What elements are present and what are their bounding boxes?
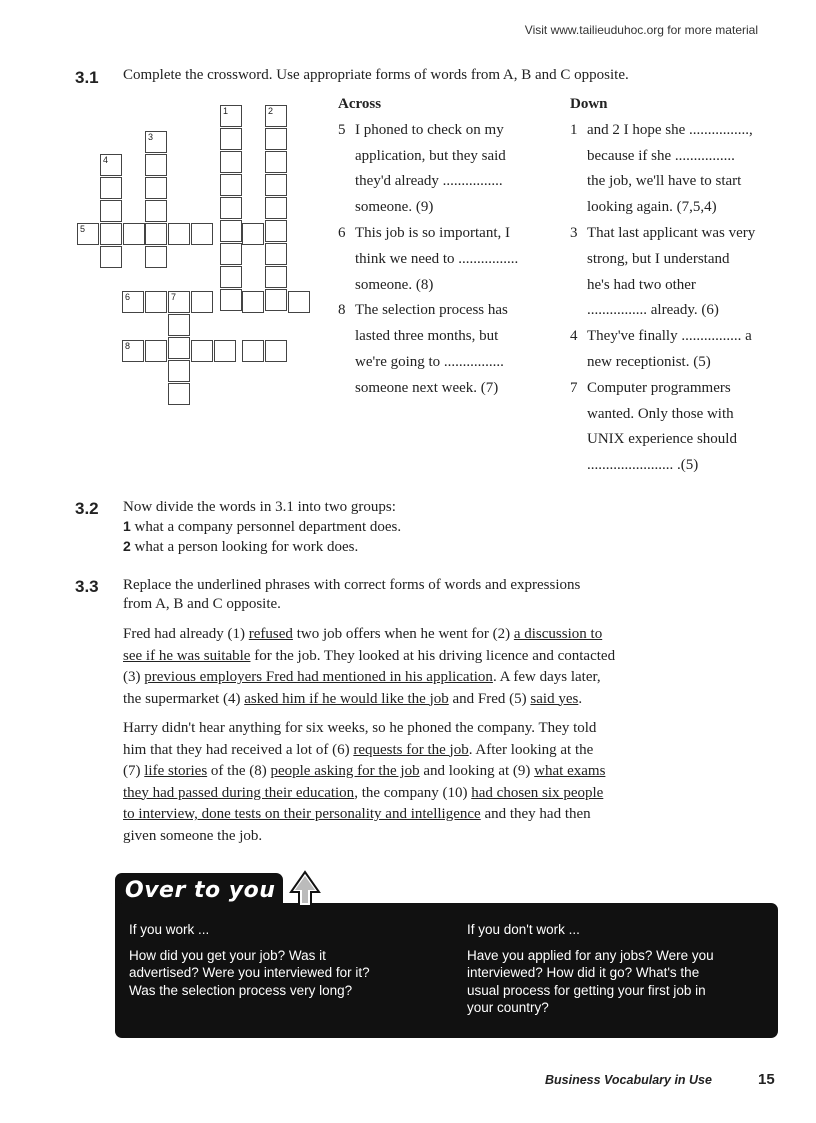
underlined-phrase: people asking for the job (270, 763, 420, 779)
section-number-3-2: 3.2 (75, 499, 99, 518)
down-heading: Down (570, 96, 608, 112)
crossword-cell[interactable] (242, 291, 264, 313)
clue-number: 8 (338, 302, 346, 319)
crossword-cell[interactable] (242, 223, 264, 245)
clue-line: and 2 I hope she ................, (587, 121, 753, 138)
cell-number: 6 (125, 292, 131, 302)
clue-line: he's had two other (587, 276, 696, 293)
text-run: given someone the job. (123, 827, 263, 844)
list-item-text: what a person looking for work does. (134, 539, 359, 555)
instruction-line: Replace the underlined phrases with correct forms of words and expressions (123, 577, 581, 593)
over-line: How did you get your job? Was it (129, 947, 326, 963)
text-run: . A few days later, (492, 669, 601, 685)
underlined-phrase: a discussion to (513, 626, 603, 642)
crossword-cell[interactable] (220, 243, 242, 265)
clue-line: they'd already ................ (355, 173, 503, 190)
crossword-cell[interactable] (265, 340, 287, 362)
crossword-cell[interactable] (145, 131, 167, 153)
text-run: two job offers when he went for (2) (292, 626, 514, 642)
clue-line: new receptionist. (5) (587, 353, 711, 370)
underlined-phrase: see if he was suitable (123, 647, 251, 664)
crossword-cell[interactable] (77, 223, 99, 245)
clue-line: application, but they said (355, 147, 506, 164)
clue-line: UNIX experience should (587, 431, 737, 448)
crossword-cell[interactable] (145, 246, 167, 268)
cell-number: 2 (268, 106, 274, 116)
crossword-cell[interactable] (145, 223, 167, 245)
cell-number: 4 (103, 155, 109, 165)
clue-line: we're going to ................ (355, 353, 504, 370)
over-left-column (129, 921, 449, 999)
crossword-cell[interactable] (100, 223, 122, 245)
over-right-heading: If you don't work ... (467, 922, 580, 937)
over-line: interviewed? How did it go? What's the (467, 965, 700, 980)
crossword-cell[interactable] (220, 197, 242, 219)
underlined-phrase: refused (248, 626, 293, 642)
underlined-phrase: previous employers Fred had mentioned in his application (144, 669, 493, 685)
crossword-cell[interactable] (220, 266, 242, 288)
underlined-phrase: life stories (144, 763, 208, 779)
over-line: Have you applied for any jobs? Were you (467, 947, 714, 963)
over-to-you-title: Over to you (125, 878, 276, 903)
text-run: and Fred (5) (448, 690, 531, 707)
clue-line: someone next week. (7) (355, 379, 499, 396)
text-run: Harry didn't hear anything for six weeks, so he phoned the company. They told (123, 720, 597, 736)
list-item (123, 517, 401, 537)
clue-line: ....................... .(5) (587, 457, 699, 474)
crossword-cell[interactable] (191, 340, 213, 362)
down-clues (570, 92, 785, 479)
crossword-cell[interactable] (265, 220, 287, 242)
list-item-number: 2 (123, 538, 131, 554)
section-3-1-instruction: Complete the crossword. Use appropriate forms of words from A, B and C opposite. (123, 67, 629, 83)
list-item (123, 537, 401, 557)
down-clue (570, 221, 785, 324)
crossword-cell[interactable] (168, 223, 190, 245)
crossword-cell[interactable] (122, 291, 144, 313)
crossword-cell[interactable] (220, 289, 242, 311)
clue-number: 6 (338, 224, 346, 241)
crossword-cell[interactable] (145, 340, 167, 362)
crossword-cell[interactable] (220, 174, 242, 196)
over-line: usual process for getting your first job in (467, 982, 706, 998)
crossword-cell[interactable] (220, 128, 242, 150)
clue-line: strong, but I understand (587, 250, 730, 267)
text-run: and they had then (480, 806, 591, 822)
across-clue (338, 298, 553, 401)
section-3-2-block (123, 498, 401, 557)
clue-number: 7 (570, 379, 578, 396)
clue-line: lasted three months, but (355, 328, 499, 345)
crossword-cell[interactable] (242, 340, 264, 362)
clue-line: Computer programmers (587, 379, 731, 396)
clue-number: 3 (570, 224, 578, 241)
crossword-cell[interactable] (265, 151, 287, 173)
crossword-cell[interactable] (168, 337, 190, 359)
crossword-cell[interactable] (265, 197, 287, 219)
text-run: him that they had received a lot of (6) (123, 741, 354, 758)
down-clue (570, 376, 785, 479)
crossword-cell[interactable] (265, 243, 287, 265)
paragraph-fred (123, 624, 693, 710)
clue-line: This job is so important, I (355, 224, 510, 241)
over-line: Was the selection process very long? (129, 982, 353, 998)
underlined-phrase: asked him if he would like the job (244, 690, 449, 707)
clue-number: 5 (338, 121, 346, 138)
clue-line: I phoned to check on my (355, 121, 504, 138)
over-left-heading: If you work ... (129, 922, 210, 937)
cell-number: 5 (80, 224, 86, 234)
text-run: . (578, 690, 583, 707)
header-note: Visit www.tailieuduhoc.org for more material (524, 23, 758, 37)
crossword-cell[interactable] (145, 177, 167, 199)
cell-number: 8 (125, 341, 131, 351)
section-number-3-3: 3.3 (75, 577, 99, 596)
book-title: Business Vocabulary in Use (545, 1073, 712, 1087)
crossword-cell[interactable] (100, 246, 122, 268)
text-run: and looking at (9) (419, 763, 535, 779)
clue-line: The selection process has (355, 302, 508, 319)
list-item-text: what a company personnel department does. (134, 519, 402, 535)
clue-line: because if she ................ (587, 147, 735, 164)
crossword-grid (75, 105, 320, 415)
clue-line: That last applicant was very (587, 224, 756, 241)
underlined-phrase: to interview, done tests on their personality and intelligence (123, 806, 481, 822)
clue-line: They've finally ................ a (587, 328, 752, 345)
crossword-cell[interactable] (265, 289, 287, 311)
clue-line: wanted. Only those with (587, 405, 734, 422)
section-3-3-instruction (123, 576, 580, 614)
text-run: Fred had already (1) (123, 626, 249, 642)
cell-number: 3 (148, 132, 154, 142)
crossword-cell[interactable] (265, 105, 287, 127)
text-run: of the (8) (207, 763, 271, 779)
crossword-cell[interactable] (145, 291, 167, 313)
across-clue (338, 221, 553, 298)
paragraph-harry (123, 718, 693, 847)
crossword-cell[interactable] (191, 223, 213, 245)
clue-number: 4 (570, 328, 578, 345)
crossword-cell[interactable] (214, 340, 236, 362)
down-clue (570, 118, 785, 221)
crossword-cell[interactable] (288, 291, 310, 313)
across-heading: Across (338, 96, 382, 112)
exercise-text (123, 624, 693, 855)
cell-number: 7 (171, 292, 177, 302)
crossword-cell[interactable] (100, 200, 122, 222)
instruction-line: from A, B and C opposite. (123, 596, 281, 612)
text-run: for the job. They looked at his driving licence and contacted (250, 647, 616, 664)
underlined-phrase: they had passed during their education (123, 784, 355, 801)
underlined-phrase: requests for the job (353, 741, 469, 758)
text-run: . After looking at the (468, 741, 594, 758)
crossword-cell[interactable] (123, 223, 145, 245)
underlined-phrase: had chosen six people (471, 784, 604, 801)
over-line: your country? (467, 1000, 549, 1015)
clue-line: someone. (9) (355, 199, 434, 216)
crossword-cell[interactable] (168, 314, 190, 336)
clue-line: the job, we'll have to start (587, 173, 742, 190)
text-run: (3) (123, 669, 145, 685)
down-clue (570, 324, 785, 376)
crossword-cell[interactable] (265, 266, 287, 288)
section-3-2-instruction: Now divide the words in 3.1 into two groups: (123, 499, 396, 515)
crossword-cell[interactable] (265, 174, 287, 196)
page-number: 15 (758, 1071, 775, 1088)
clue-line: ................ already. (6) (587, 302, 719, 319)
text-run: , the company (10) (354, 784, 472, 801)
underlined-phrase: said yes (530, 690, 579, 707)
crossword-cell[interactable] (145, 200, 167, 222)
across-clue (338, 118, 553, 221)
across-clues (338, 92, 553, 402)
underlined-phrase: what exams (534, 763, 606, 779)
crossword-cell[interactable] (191, 291, 213, 313)
text-run: (7) (123, 763, 145, 779)
crossword-cell[interactable] (220, 105, 242, 127)
crossword-cell[interactable] (265, 128, 287, 150)
crossword-cell[interactable] (122, 340, 144, 362)
over-line: advertised? Were you interviewed for it? (129, 965, 370, 980)
cell-number: 1 (223, 106, 229, 116)
text-run: the supermarket (4) (123, 690, 245, 707)
clue-line: someone. (8) (355, 276, 434, 293)
clue-line: think we need to ................ (355, 250, 519, 267)
clue-number: 1 (570, 121, 578, 138)
crossword-cell[interactable] (145, 154, 167, 176)
crossword-cell[interactable] (220, 220, 242, 242)
crossword-cell[interactable] (168, 383, 190, 405)
arrow-icon (283, 866, 329, 917)
over-right-column (467, 921, 767, 1017)
crossword-cell[interactable] (100, 177, 122, 199)
crossword-cell[interactable] (220, 151, 242, 173)
section-number-3-1: 3.1 (75, 68, 99, 87)
crossword-cell[interactable] (168, 291, 190, 313)
clue-line: looking again. (7,5,4) (587, 199, 717, 216)
over-to-you-box (115, 903, 778, 1038)
crossword-cell[interactable] (168, 360, 190, 382)
crossword-cell[interactable] (100, 154, 122, 176)
list-item-number: 1 (123, 518, 131, 534)
